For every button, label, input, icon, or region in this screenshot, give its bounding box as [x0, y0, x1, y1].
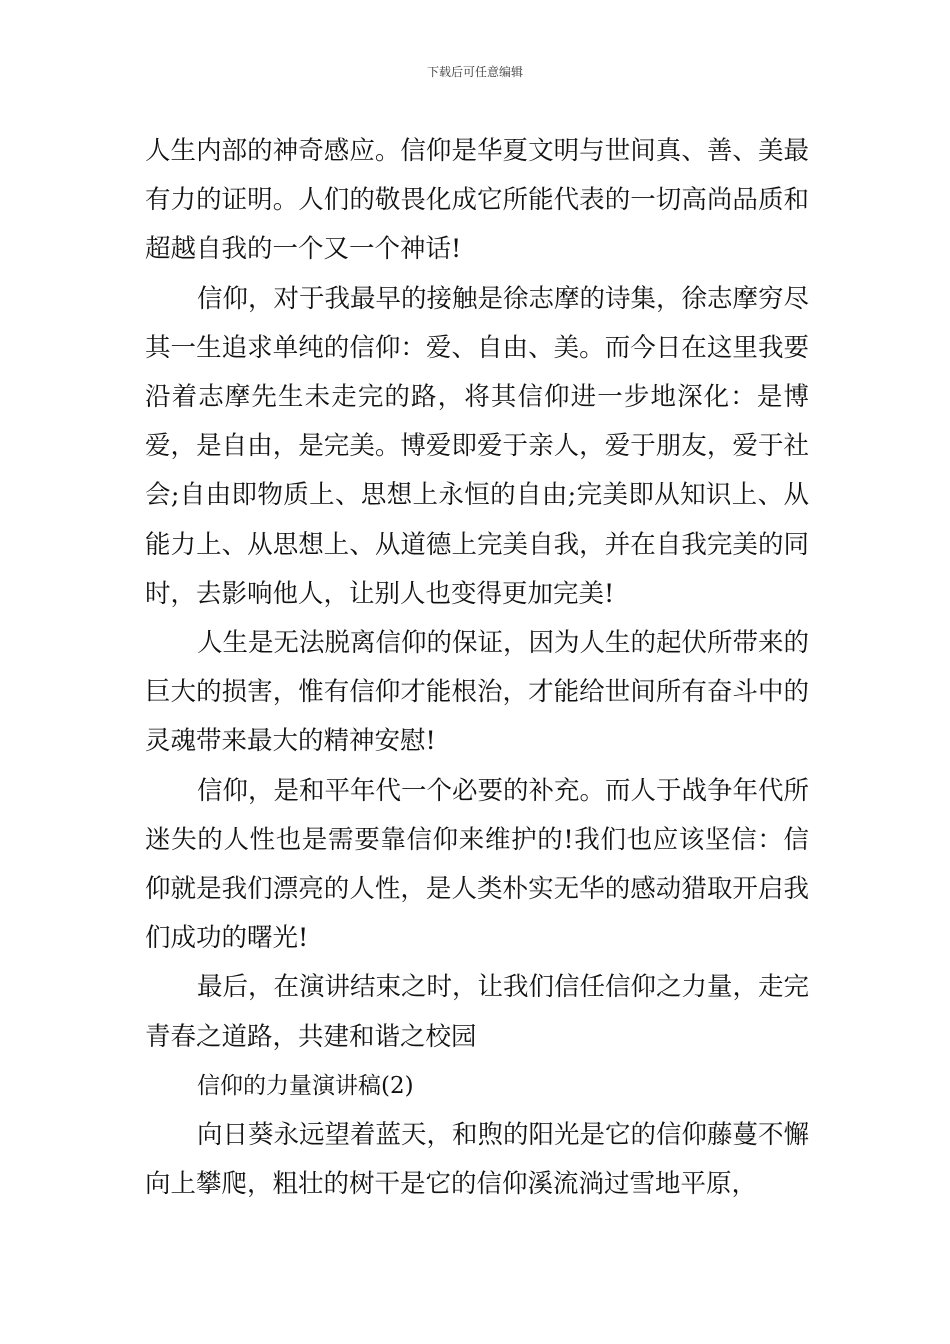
paragraph-3: 人生是无法脱离信仰的保证，因为人生的起伏所带来的巨大的损害，惟有信仰才能根治，才能给世间所有奋斗中的灵魂带来最大的精神安慰!	[145, 628, 810, 757]
paragraph-2: 信仰，对于我最早的接触是徐志摩的诗集，徐志摩穷尽其一生追求单纯的信仰：爱、自由、美。而今日在这里我要沿着志摩先生未走完的路，将其信仰进一步地深化：是博爱，是自由，是完美。博爱即爱于亲人，爱于朋友，爱于社会;自由即物质上、思想上永恒的自由;完美即从知识上、从能力上、从思想上、从道德上完美自我，并在自我完美的同时，去影响他人，让别人也变得更加完美!	[145, 283, 810, 609]
document-body	[145, 127, 809, 1209]
paragraph-1: 人生内部的神奇感应。信仰是华夏文明与世间真、善、美最有力的证明。人们的敬畏化成它所能代表的一切高尚品质和超越自我的一个又一个神话!	[145, 136, 809, 265]
paragraph-4: 信仰，是和平年代一个必要的补充。而人于战争年代所迷失的人性也是需要靠信仰来维护的!我们也应该坚信：信仰就是我们漂亮的人性，是人类朴实无华的感动猎取开启我们成功的曙光!	[145, 775, 810, 954]
paragraph-6: 向日葵永远望着蓝天，和煦的阳光是它的信仰藤蔓不懈向上攀爬，粗壮的树干是它的信仰溪流淌过雪地平原，	[145, 1120, 810, 1200]
paragraph-5: 最后，在演讲结束之时，让我们信任信仰之力量，走完青春之道路，共建和谐之校园	[145, 972, 810, 1052]
page-header-note: 下载后可任意编辑	[426, 65, 523, 79]
section-subtitle: 信仰的力量演讲稿(2)	[197, 1072, 414, 1099]
